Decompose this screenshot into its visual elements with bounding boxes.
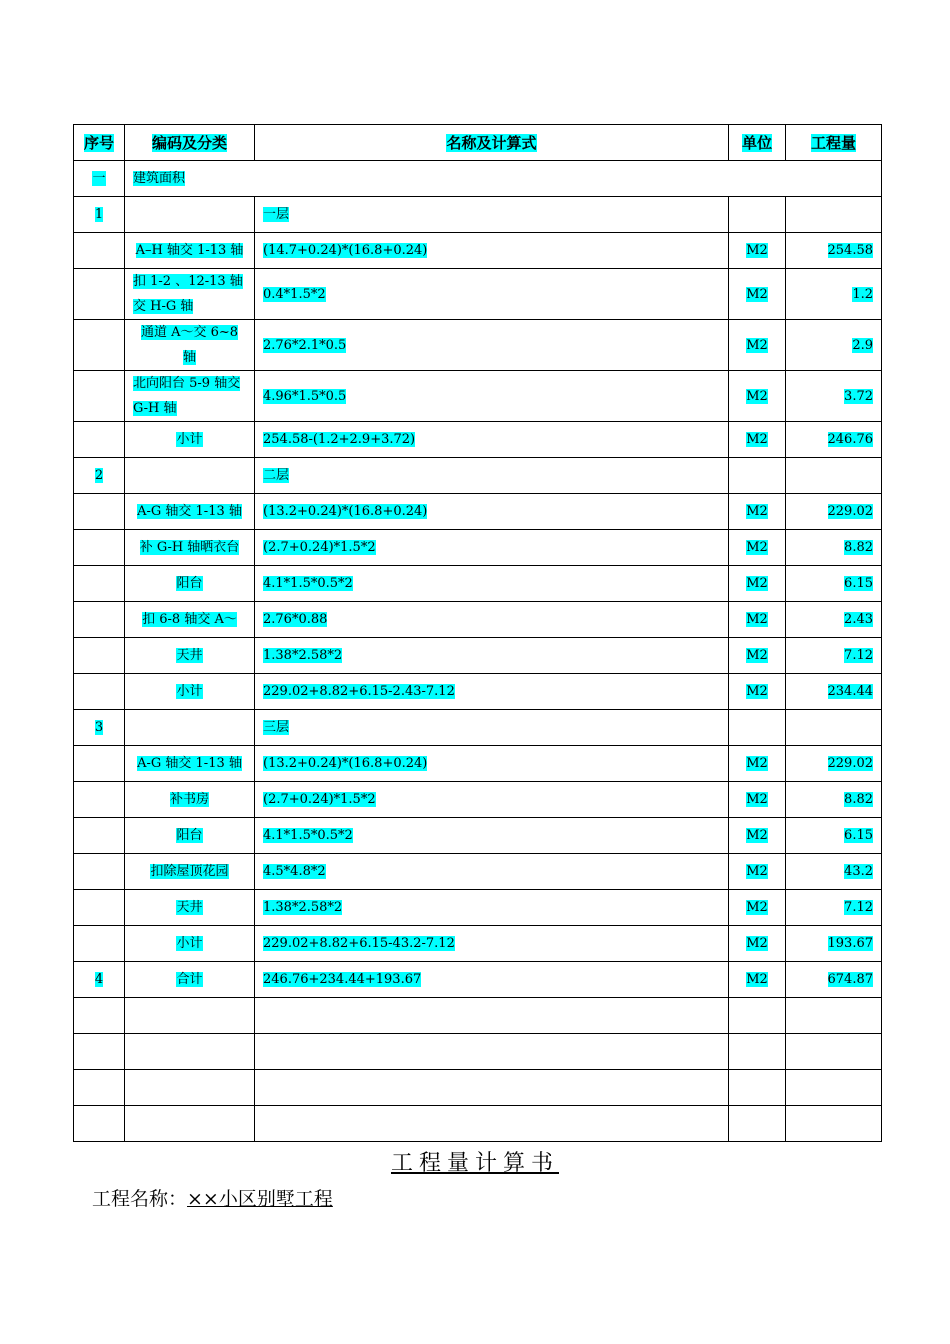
table-row xyxy=(74,530,882,566)
cell-unit: M2 xyxy=(729,422,786,458)
cell-seq xyxy=(74,233,125,269)
cell-unit xyxy=(729,998,786,1034)
cell-qty: 2.43 xyxy=(786,602,882,638)
cell-calc: 4.1*1.5*0.5*2 xyxy=(255,818,729,854)
cell-seq xyxy=(74,854,125,890)
cell-code: A-G 轴交 1-13 轴 xyxy=(125,746,255,782)
cell-calc: 246.76+234.44+193.67 xyxy=(255,962,729,998)
cell-unit xyxy=(729,1106,786,1142)
cell-calc: 0.4*1.5*2 xyxy=(255,269,729,320)
cell-qty: 229.02 xyxy=(786,494,882,530)
cell-code: 扣除屋顶花园 xyxy=(125,854,255,890)
cell-code xyxy=(125,710,255,746)
cell-unit xyxy=(729,197,786,233)
cell-calc: 一层 xyxy=(255,197,729,233)
cell-qty: 1.2 xyxy=(786,269,882,320)
cell-qty: 8.82 xyxy=(786,530,882,566)
cell-calc xyxy=(255,1070,729,1106)
cell-calc: 4.96*1.5*0.5 xyxy=(255,371,729,422)
cell-qty: 674.87 xyxy=(786,962,882,998)
cell-seq: 3 xyxy=(74,710,125,746)
cell-calc: (13.2+0.24)*(16.8+0.24) xyxy=(255,746,729,782)
cell-calc: 1.38*2.58*2 xyxy=(255,638,729,674)
cell-code: 补 G-H 轴晒衣台 xyxy=(125,530,255,566)
table-row xyxy=(74,269,882,320)
cell-qty: 43.2 xyxy=(786,854,882,890)
cell-unit: M2 xyxy=(729,602,786,638)
cell-seq xyxy=(74,998,125,1034)
cell-seq xyxy=(74,674,125,710)
cell-unit: M2 xyxy=(729,818,786,854)
cell-unit: M2 xyxy=(729,638,786,674)
cell-code xyxy=(125,998,255,1034)
cell-code: 通道 A～交 6~8 轴 xyxy=(125,320,255,371)
cell-code: 合计 xyxy=(125,962,255,998)
table-row xyxy=(74,566,882,602)
table-row xyxy=(74,674,882,710)
cell-unit: M2 xyxy=(729,233,786,269)
cell-seq xyxy=(74,746,125,782)
table-row xyxy=(74,890,882,926)
cell-code xyxy=(125,1034,255,1070)
cell-seq xyxy=(74,422,125,458)
table-row xyxy=(74,422,882,458)
cell-code: 扣 6-8 轴交 A～ xyxy=(125,602,255,638)
cell-seq xyxy=(74,1070,125,1106)
cell-code: 建筑面积 xyxy=(125,161,882,197)
cell-unit xyxy=(729,710,786,746)
table-body xyxy=(74,161,882,1142)
header-calc: 名称及计算式 xyxy=(255,125,729,161)
table-row xyxy=(74,638,882,674)
table-row xyxy=(74,320,882,371)
cell-unit: M2 xyxy=(729,269,786,320)
table-row xyxy=(74,854,882,890)
cell-unit: M2 xyxy=(729,674,786,710)
cell-qty xyxy=(786,1034,882,1070)
cell-code xyxy=(125,197,255,233)
cell-calc: 229.02+8.82+6.15-2.43-7.12 xyxy=(255,674,729,710)
cell-calc: (2.7+0.24)*1.5*2 xyxy=(255,782,729,818)
cell-unit: M2 xyxy=(729,494,786,530)
cell-qty: 246.76 xyxy=(786,422,882,458)
cell-code xyxy=(125,1106,255,1142)
cell-qty: 6.15 xyxy=(786,818,882,854)
cell-calc: 三层 xyxy=(255,710,729,746)
cell-calc: (14.7+0.24)*(16.8+0.24) xyxy=(255,233,729,269)
cell-seq: 一 xyxy=(74,161,125,197)
cell-unit: M2 xyxy=(729,566,786,602)
cell-seq xyxy=(74,638,125,674)
cell-code: 天井 xyxy=(125,890,255,926)
cell-qty xyxy=(786,710,882,746)
cell-calc xyxy=(255,998,729,1034)
table-row xyxy=(74,710,882,746)
table-row xyxy=(74,926,882,962)
cell-qty: 3.72 xyxy=(786,371,882,422)
cell-code xyxy=(125,1070,255,1106)
cell-code: 小计 xyxy=(125,674,255,710)
cell-seq: 1 xyxy=(74,197,125,233)
table-row xyxy=(74,782,882,818)
table-row xyxy=(74,161,882,197)
table-row xyxy=(74,1106,882,1142)
cell-calc: 229.02+8.82+6.15-43.2-7.12 xyxy=(255,926,729,962)
cell-calc: 254.58-(1.2+2.9+3.72) xyxy=(255,422,729,458)
cell-qty: 8.82 xyxy=(786,782,882,818)
cell-calc: 4.1*1.5*0.5*2 xyxy=(255,566,729,602)
quantity-calculation-table xyxy=(73,124,882,1142)
table-row xyxy=(74,818,882,854)
cell-qty: 6.15 xyxy=(786,566,882,602)
cell-unit xyxy=(729,1070,786,1106)
cell-calc: 1.38*2.58*2 xyxy=(255,890,729,926)
table-row xyxy=(74,458,882,494)
cell-code: 小计 xyxy=(125,422,255,458)
table-row xyxy=(74,602,882,638)
cell-calc: (2.7+0.24)*1.5*2 xyxy=(255,530,729,566)
project-label: 工程名称： xyxy=(92,1188,188,1210)
cell-qty xyxy=(786,458,882,494)
cell-seq xyxy=(74,530,125,566)
cell-code: 小计 xyxy=(125,926,255,962)
cell-code: 北向阳台 5-9 轴交 G-H 轴 xyxy=(125,371,255,422)
cell-qty: 7.12 xyxy=(786,638,882,674)
header-unit: 单位 xyxy=(729,125,786,161)
project-name xyxy=(92,1184,333,1211)
cell-qty xyxy=(786,1070,882,1106)
cell-unit: M2 xyxy=(729,320,786,371)
cell-seq xyxy=(74,371,125,422)
cell-code: 阳台 xyxy=(125,566,255,602)
table-row xyxy=(74,494,882,530)
cell-qty: 193.67 xyxy=(786,926,882,962)
table-row xyxy=(74,197,882,233)
cell-seq xyxy=(74,602,125,638)
cell-calc xyxy=(255,1034,729,1070)
cell-seq xyxy=(74,566,125,602)
cell-qty: 7.12 xyxy=(786,890,882,926)
cell-qty: 229.02 xyxy=(786,746,882,782)
cell-code xyxy=(125,458,255,494)
cell-unit: M2 xyxy=(729,926,786,962)
cell-qty: 234.44 xyxy=(786,674,882,710)
cell-seq xyxy=(74,926,125,962)
cell-code: 扣 1-2 、12-13 轴交 H-G 轴 xyxy=(125,269,255,320)
cell-unit xyxy=(729,458,786,494)
cell-calc: (13.2+0.24)*(16.8+0.24) xyxy=(255,494,729,530)
header-qty: 工程量 xyxy=(786,125,882,161)
cell-code: A–H 轴交 1-13 轴 xyxy=(125,233,255,269)
table-row xyxy=(74,1070,882,1106)
cell-unit: M2 xyxy=(729,962,786,998)
cell-qty xyxy=(786,197,882,233)
cell-qty: 2.9 xyxy=(786,320,882,371)
cell-code: 天井 xyxy=(125,638,255,674)
header-seq: 序号 xyxy=(74,125,125,161)
document-title: 工程量计算书 xyxy=(390,1151,559,1176)
cell-seq xyxy=(74,818,125,854)
cell-seq: 4 xyxy=(74,962,125,998)
cell-seq xyxy=(74,320,125,371)
project-value: ××小区别墅工程 xyxy=(187,1188,333,1210)
cell-calc: 二层 xyxy=(255,458,729,494)
cell-code: 阳台 xyxy=(125,818,255,854)
cell-seq xyxy=(74,782,125,818)
cell-unit: M2 xyxy=(729,371,786,422)
cell-seq: 2 xyxy=(74,458,125,494)
cell-qty: 254.58 xyxy=(786,233,882,269)
cell-calc: 2.76*2.1*0.5 xyxy=(255,320,729,371)
cell-seq xyxy=(74,1106,125,1142)
cell-unit xyxy=(729,1034,786,1070)
cell-calc: 2.76*0.88 xyxy=(255,602,729,638)
cell-unit: M2 xyxy=(729,530,786,566)
cell-seq xyxy=(74,269,125,320)
cell-unit: M2 xyxy=(729,890,786,926)
cell-qty xyxy=(786,1106,882,1142)
cell-seq xyxy=(74,890,125,926)
cell-calc: 4.5*4.8*2 xyxy=(255,854,729,890)
table-row xyxy=(74,371,882,422)
table-header-row xyxy=(74,125,882,161)
table-row xyxy=(74,1034,882,1070)
cell-calc xyxy=(255,1106,729,1142)
header-code: 编码及分类 xyxy=(125,125,255,161)
cell-unit: M2 xyxy=(729,746,786,782)
cell-code: 补书房 xyxy=(125,782,255,818)
cell-seq xyxy=(74,1034,125,1070)
table-row xyxy=(74,998,882,1034)
table-row xyxy=(74,746,882,782)
cell-qty xyxy=(786,998,882,1034)
table-row xyxy=(74,962,882,998)
cell-unit: M2 xyxy=(729,854,786,890)
table-row xyxy=(74,233,882,269)
cell-unit: M2 xyxy=(729,782,786,818)
cell-seq xyxy=(74,494,125,530)
cell-code: A-G 轴交 1-13 轴 xyxy=(125,494,255,530)
